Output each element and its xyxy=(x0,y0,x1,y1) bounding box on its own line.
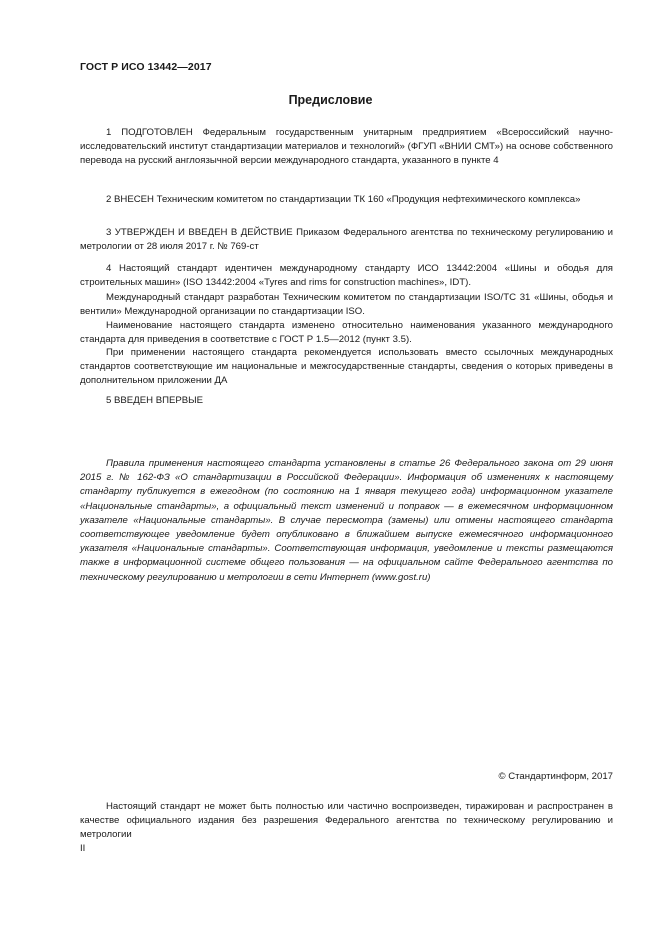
item-2-submitted-by: 2 ВНЕСЕН Техническим комитетом по стандартизации ТК 160 «Продукция нефтехимического комплекса» xyxy=(106,194,581,205)
item-4-developer: Международный стандарт разработан Техническим комитетом по стандартизации ISO/TC 31 «Шины, ободья и вентили» Международной организации по стандартизации ISO. xyxy=(80,292,613,318)
item-3-approved: 3 УТВЕРЖДЕН И ВВЕДЕН В ДЕЙСТВИЕ Приказом Федерального агентства по техническому регулированию и метрологии от 28 июля 2017 г. № 769-ст xyxy=(80,227,613,253)
item-4-name-change: Наименование настоящего стандарта изменено относительно наименования указанного международного стандарта для приведения в соответствие с ГОСТ Р 1.5—2012 (пункт 3.5). xyxy=(80,320,613,346)
item-4-identical-standard: 4 Настоящий стандарт идентичен международному стандарту ИСО 13442:2004 «Шины и ободья для строительных машин» (ISO 13442:2004 «Tyres and rims for construction machines», IDT). xyxy=(80,263,613,289)
application-rules-notice: Правила применения настоящего стандарта установлены в статье 26 Федерального закона от 29 июня 2015 г. № 162-ФЗ «О стандартизации в Российской Федерации». Информация об изменениях к настоящему стандарту публикуется в ежегодном (по состоянию на 1 января текущего года) информационном указателе «Национальные стандарты», а официальный текст изменений и поправок — в ежемесячном информационном указателе «Национальные стандарты». В случае пересмотра (замены) или отмены настоящего стандарта соответствующее уведомление будет опубликовано в ближайшем выпуске ежемесячного информационного указателя «Национальные стандарты». Соответствующая информация, уведомление и тексты размещаются также в информационной системе общего пользования — на официальном сайте Федерального агентства по техническому регулированию и метрологии в сети Интернет (www.gost.ru) xyxy=(80,458,613,583)
page-number: II xyxy=(80,843,86,854)
standard-code-header: ГОСТ Р ИСО 13442—2017 xyxy=(80,61,212,73)
page-title: Предисловие xyxy=(288,93,373,107)
item-1-prepared-by: 1 ПОДГОТОВЛЕН Федеральным государственным унитарным предприятием «Всероссийский научно-исследовательский институт стандартизации материалов и технологий» (ФГУП «ВНИИ СМТ») на основе собственного перевода на русский англоязычной версии международного стандарта, указанного в пункте 4 xyxy=(80,127,613,167)
item-5-first-introduced: 5 ВВЕДЕН ВПЕРВЫЕ xyxy=(106,395,204,406)
copyright-line: © Стандартинформ, 2017 xyxy=(498,771,613,782)
reproduction-notice: Настоящий стандарт не может быть полностью или частично воспроизведен, тиражирован и распространен в качестве официального издания без разрешения Федерального агентства по техническому регулированию и метрологии xyxy=(80,801,613,841)
item-4-usage-recommendation: При применении настоящего стандарта рекомендуется использовать вместо ссылочных международных стандартов соответствующие им национальные и межгосударственные стандарты, сведения о которых приведены в дополнительном приложении ДА xyxy=(80,347,613,387)
